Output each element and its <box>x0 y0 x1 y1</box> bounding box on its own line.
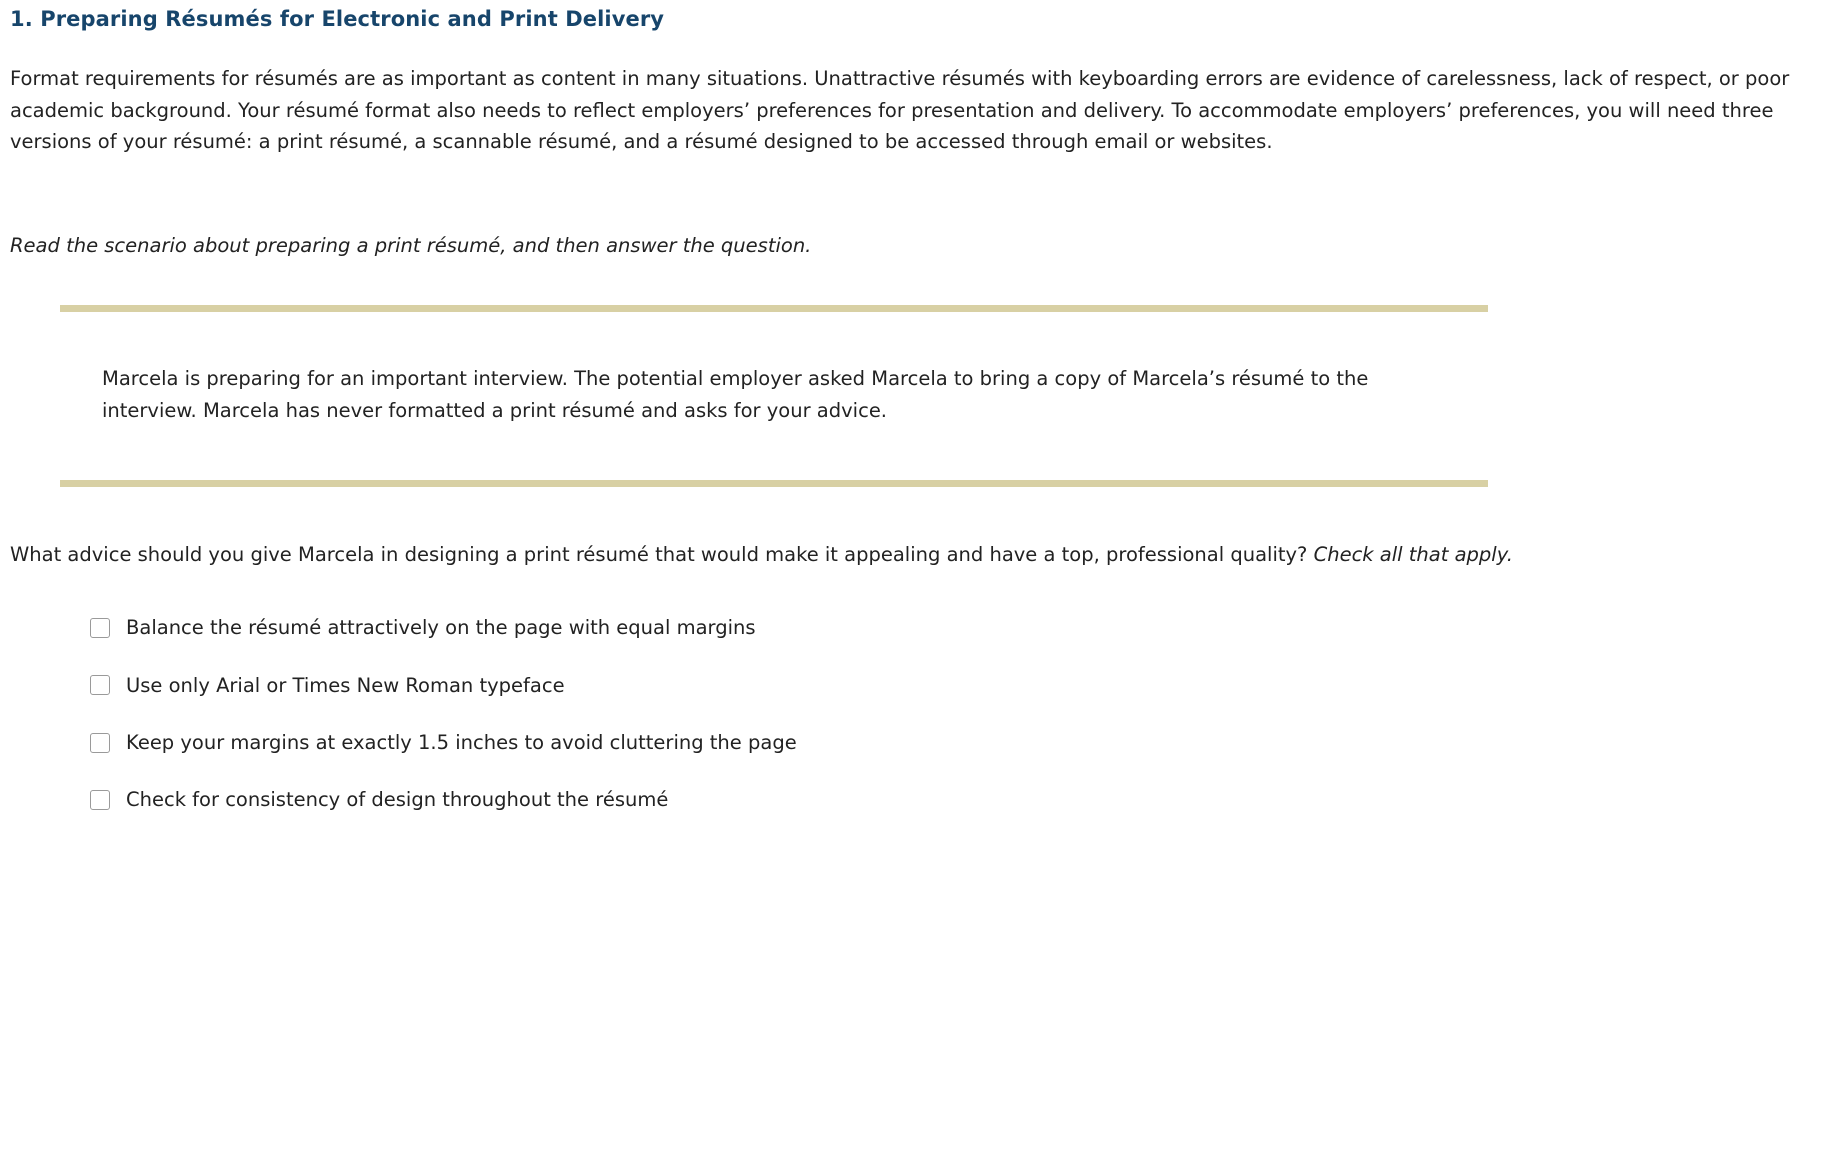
option-row[interactable] <box>10 729 1812 756</box>
checkbox-option-4[interactable] <box>90 790 110 810</box>
scenario-text: Marcela is preparing for an important interview. The potential employer asked Marcela to bring a copy of Marcela’s résumé to the interview. Marcela has never formatted a print résumé and asks for your advice. <box>102 367 1369 422</box>
option-row[interactable] <box>10 672 1812 699</box>
option-label: Check for consistency of design throughout the résumé <box>126 788 669 812</box>
options-list <box>10 614 1812 813</box>
option-row[interactable] <box>10 786 1812 813</box>
scenario-box <box>60 305 1490 487</box>
option-row[interactable] <box>10 614 1812 641</box>
scenario-top-rule <box>60 305 1488 312</box>
question-prompt-main: What advice should you give Marcela in designing a print résumé that would make it appealing and have a top, professional quality? <box>10 542 1314 566</box>
page-title: 1. Preparing Résumés for Electronic and Print Delivery <box>10 7 665 31</box>
scenario-bottom-rule <box>60 480 1488 487</box>
spacer <box>10 158 1812 210</box>
question-prompt <box>10 539 1812 571</box>
instruction-text: Read the scenario about preparing a print résumé, and then answer the question. <box>10 233 812 257</box>
intro-paragraph: Format requirements for résumés are as important as content in many situations. Unattractive résumés with keyboarding errors are evidence of carelessness, lack of respect, or poor academic background. Your résumé format also needs to reflect employers’ preferences for presentation and delivery. To accommodate employers’ preferences, you will need three versions of your résumé: a print résumé, a scannable résumé, and a résumé designed to be accessed through email or websites. <box>10 67 1790 154</box>
option-label: Use only Arial or Times New Roman typeface <box>126 673 565 697</box>
question-prompt-emphasis: Check all that apply. <box>1313 542 1513 566</box>
checkbox-option-1[interactable] <box>90 618 110 638</box>
option-label: Keep your margins at exactly 1.5 inches to avoid cluttering the page <box>126 731 797 755</box>
option-label: Balance the résumé attractively on the page with equal margins <box>126 616 756 640</box>
checkbox-option-2[interactable] <box>90 675 110 695</box>
checkbox-option-3[interactable] <box>90 733 110 753</box>
